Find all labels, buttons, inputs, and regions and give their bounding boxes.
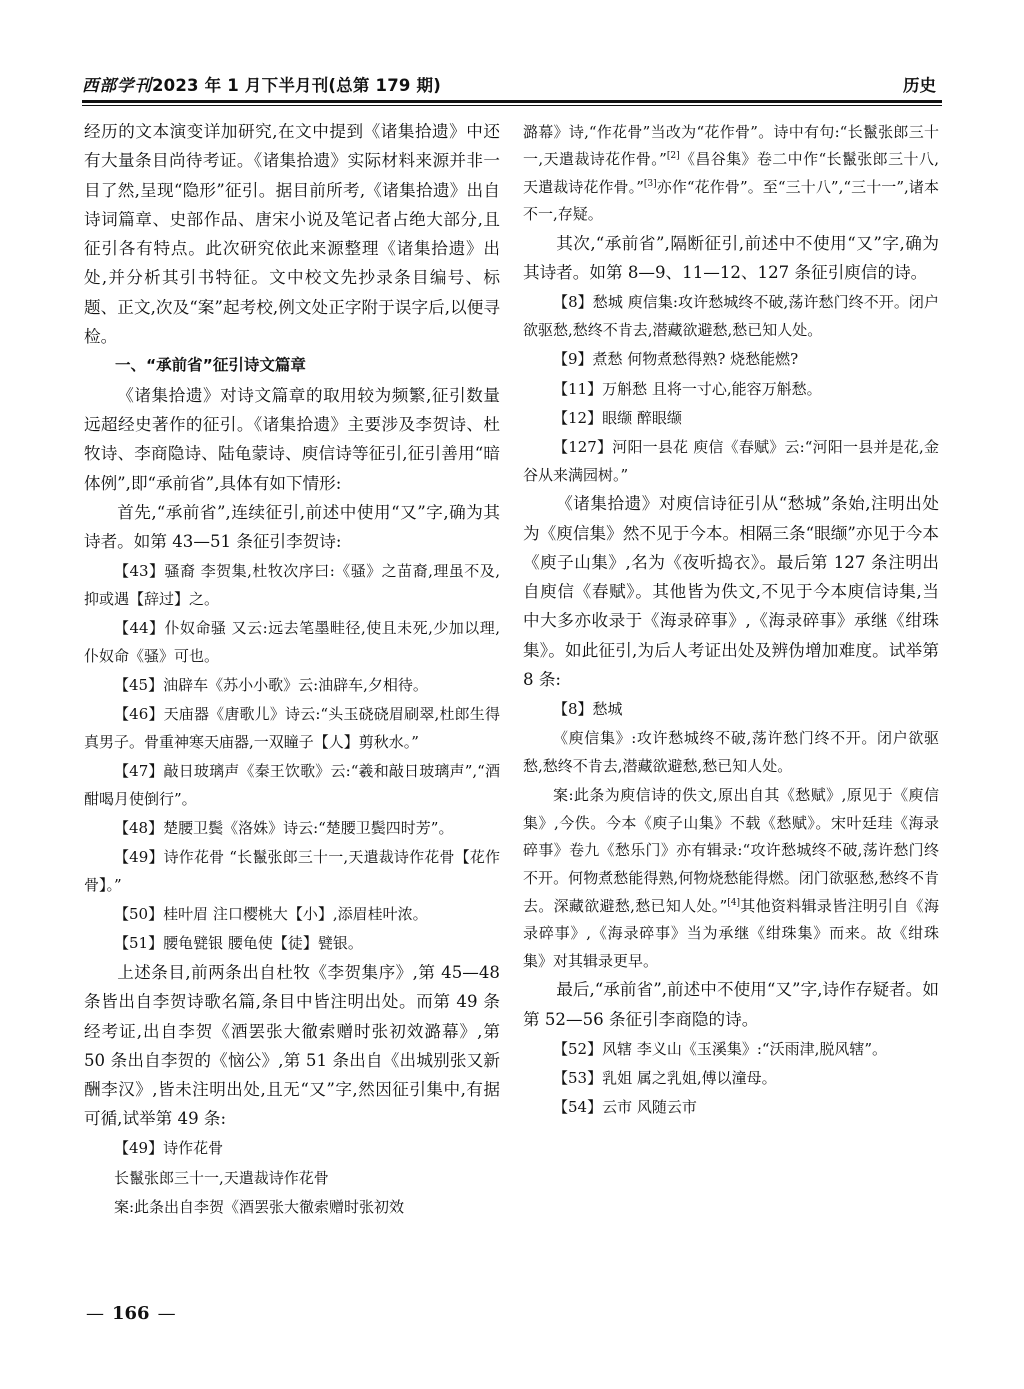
citation-entry (84, 1165, 500, 1193)
citation-entry (523, 346, 939, 374)
issue-info: 2023 年 1 月下半月刊(总第 179 期) (152, 76, 441, 95)
citation-entry (84, 701, 500, 756)
paragraph-text: 【11】万斛愁 且将一寸心,能容万斛愁。 (553, 379, 822, 398)
paragraph-text: 【8】愁城 (553, 700, 623, 719)
paragraph-text: 亦作“花作骨”。至“三十八”,“三十一”,诸本不一,存疑。 (523, 177, 939, 224)
body-paragraph (523, 229, 939, 288)
citation-entry-continued (523, 119, 939, 229)
footer-dash-right: — (157, 1303, 176, 1324)
paragraph-text: 潞幕》诗,“作花骨”当改为“花作骨”。诗中有句:“长鬣张郎三十一,天遣裁诗花作骨。” (523, 122, 939, 169)
paragraph-text: 首先,“承前省”,连续征引,前述中使用“又”字,确为其诗者。如第 43—51 条征引李贺诗: (84, 502, 500, 552)
body-paragraph (84, 958, 500, 1134)
header-rule-thick (82, 100, 942, 103)
footnote-marker: [3] (643, 178, 657, 189)
citation-entry (84, 672, 500, 700)
body-paragraph (84, 381, 500, 498)
citation-entry (84, 930, 500, 958)
paragraph-text: 【127】河阳一县花 庾信《春赋》云:“河阳一县并是花,金谷从来满园树。” (523, 438, 939, 484)
footnote-marker: [4] (727, 897, 740, 908)
citation-entry (523, 289, 939, 344)
paragraph-text: 【54】云市 风随云市 (553, 1098, 697, 1117)
citation-entry (84, 1194, 500, 1222)
paragraph-text: 《庾信集》:攻许愁城终不破,荡许愁门终不开。闭户欲驱愁,愁终不肯去,潜藏欲避愁,愁已知人处。 (523, 729, 939, 775)
body-paragraph (84, 498, 500, 557)
citation-entry (523, 725, 939, 780)
paragraph-text: 【45】油辟车《苏小小歌》云:油辟车,夕相待。 (114, 675, 428, 694)
citation-entry (84, 1135, 500, 1163)
right-column (523, 117, 939, 1317)
paragraph-text: 【50】桂叶眉 注口樱桃大【小】,添眉桂叶浓。 (114, 905, 428, 924)
citation-entry (84, 815, 500, 843)
body-paragraph (523, 975, 939, 1034)
citation-entry (84, 844, 500, 899)
paragraph-text: 【48】楚腰卫鬓《洛姝》诗云:“楚腰卫鬓四时芳”。 (114, 818, 454, 837)
citation-entry (523, 434, 939, 489)
citation-note (523, 782, 939, 975)
citation-entry (523, 376, 939, 404)
citation-entry (84, 758, 500, 813)
citation-entry (523, 696, 939, 724)
left-column (84, 117, 500, 1317)
citation-entry (84, 558, 500, 613)
paragraph-text: 【49】诗作花骨 “长鬣张郎三十一,天遣裁诗作花骨【花作骨】。” (84, 848, 500, 894)
paragraph-text: 案:此条为庾信诗的佚文,原出自其《愁赋》,原见于《庾信集》,今佚。今本《庾子山集》不载《愁赋》。宋叶廷珪《海录碎事》卷九《愁乐门》亦有辑录:“攻许愁城终不破,荡许愁门终不开。何物煮愁能得熟,何物烧愁能得燃。闭门欲驱愁,愁终不肯去。深藏欲避愁,愁已知人处。” (523, 786, 939, 915)
running-header (82, 72, 942, 96)
citation-entry (523, 1094, 939, 1122)
paragraph-text: 案:此条出自李贺《酒罢张大徹索赠时张初效 (114, 1197, 405, 1216)
paragraph-text: 《诸集拾遗》对诗文篇章的取用较为频繁,征引数量远超经史著作的征引。《诸集拾遗》主要涉及李贺诗、杜牧诗、李商隐诗、陆龟蒙诗、庾信诗等征引,征引善用“暗体例”,即“承前省”,具体有如下情形: (84, 385, 500, 493)
citation-entry (523, 405, 939, 433)
footer-dash-left: — (86, 1303, 104, 1324)
journal-title (82, 72, 441, 96)
paragraph-text: 【8】愁城 庾信集:攻许愁城终不破,荡许愁门终不开。闭户欲驱愁,愁终不肯去,潜藏欲避愁,愁已知人处。 (523, 293, 939, 339)
section-label: 历史 (903, 76, 936, 95)
paragraph-text: 【53】乳姐 属之乳姐,傅以潼母。 (553, 1068, 777, 1087)
paragraph-text: 其他资料辑录皆注明引自《海录碎事》,《海录碎事》当为承继《绀珠集》而来。故《绀珠集》对其辑录更早。 (523, 896, 939, 970)
page-number: 166 (112, 1303, 150, 1324)
page-footer (86, 1303, 286, 1333)
paragraph-text: 【46】天庙器《唐歌儿》诗云:“头玉硗硗眉刷翠,杜郎生得真男子。骨重神寒天庙器,一双瞳子【人】剪秋水。” (84, 705, 500, 751)
paragraph-text: 【12】眼缬 醉眼缬 (553, 408, 682, 427)
paragraph-text: 《诸集拾遗》对庾信诗征引从“愁城”条始,注明出处为《庾信集》然不见于今本。相隔三条“眼缬”亦见于今本《庾子山集》,名为《夜听捣衣》。最后第 127 条注明出自庾信《春赋》。其他皆为佚文,不见于今本庾信诗集,当中大多亦收录于《海录碎事》,《海录碎事》承继《绀珠集》。如此征引,为后人考证出处及辨伪增加难度。试举第 8 条: (523, 494, 939, 690)
paragraph-text: 【44】仆奴命骚 又云:远去笔墨畦径,使且未死,少加以理,仆奴命《骚》可也。 (84, 619, 500, 665)
paragraph-text: 经历的文本演变详加研究,在文中提到《诸集拾遗》中还有大量条目尚待考证。《诸集拾遗》实际材料来源并非一目了然,呈现“隐形”征引。据目前所考,《诸集拾遗》出自诗词篇章、史部作品、唐宋小说及笔记者占绝大部分,且征引各有特点。此次研究依此来源整理《诸集拾遗》出处,并分析其引书特征。文中校文先抄录条目编号、标题、正文,次及“案”起考校,例文处正字附于误字后,以便寻检。 (84, 122, 500, 347)
paragraph-text: 【47】敲日玻璃声《秦王饮歌》云:“羲和敲日玻璃声”,“酒酣喝月使倒行”。 (84, 762, 500, 808)
body-paragraph-continued (84, 117, 500, 351)
citation-entry (84, 615, 500, 670)
paragraph-text: 《昌谷集》卷二中作“长鬣张郎三十八,天遣裁诗花作骨。” (523, 150, 939, 196)
paragraph-text: 其次,“承前省”,隔断征引,前述中不使用“又”字,确为其诗者。如第 8—9、11—12、127 条征引庾信的诗。 (523, 234, 939, 283)
paragraph-text: 【51】腰龟甓银 腰龟使【徒】甓银。 (114, 934, 363, 953)
citation-entry (84, 901, 500, 929)
body-paragraph (523, 489, 939, 694)
paragraph-text: 【43】骚裔 李贺集,杜牧次序曰:《骚》之苗裔,理虽不及,抑或遇【辞过】之。 (84, 562, 500, 608)
paragraph-text: 【49】诗作花骨 (114, 1139, 224, 1158)
paragraph-text: 【52】风辖 李义山《玉溪集》:“沃雨津,脱风辖”。 (553, 1039, 888, 1058)
footnote-marker: [2] (666, 151, 680, 162)
paragraph-text: 【9】煮愁 何物煮愁得熟? 烧愁能燃? (553, 350, 799, 369)
section-heading (84, 351, 500, 380)
paragraph-text: 一、“承前省”征引诗文篇章 (115, 356, 306, 375)
citation-entry (523, 1036, 939, 1064)
paragraph-text: 最后,“承前省”,前述中不使用“又”字,诗作存疑者。如第 52—56 条征引李商隐的诗。 (523, 980, 939, 1029)
paragraph-text: 上述条目,前两条出自杜牧《李贺集序》,第 45—48 条皆出自李贺诗歌名篇,条目中皆注明出处。而第 49 条经考证,出自李贺《酒罢张大徹索赠时张初效潞幕》,第 50 条出自李贺的《恼公》,第 51 条出自《出城别张又新酬李汉》,皆未注明出处,且无“又”字,然因征引集中,有据可循,试举第 49 条: (84, 962, 500, 1129)
header-rule-thin (82, 105, 942, 106)
paragraph-text: 长鬣张郎三十一,天遣裁诗作花骨 (114, 1168, 329, 1187)
citation-entry (523, 1065, 939, 1093)
journal-logo: 西部学刊 (82, 76, 152, 95)
